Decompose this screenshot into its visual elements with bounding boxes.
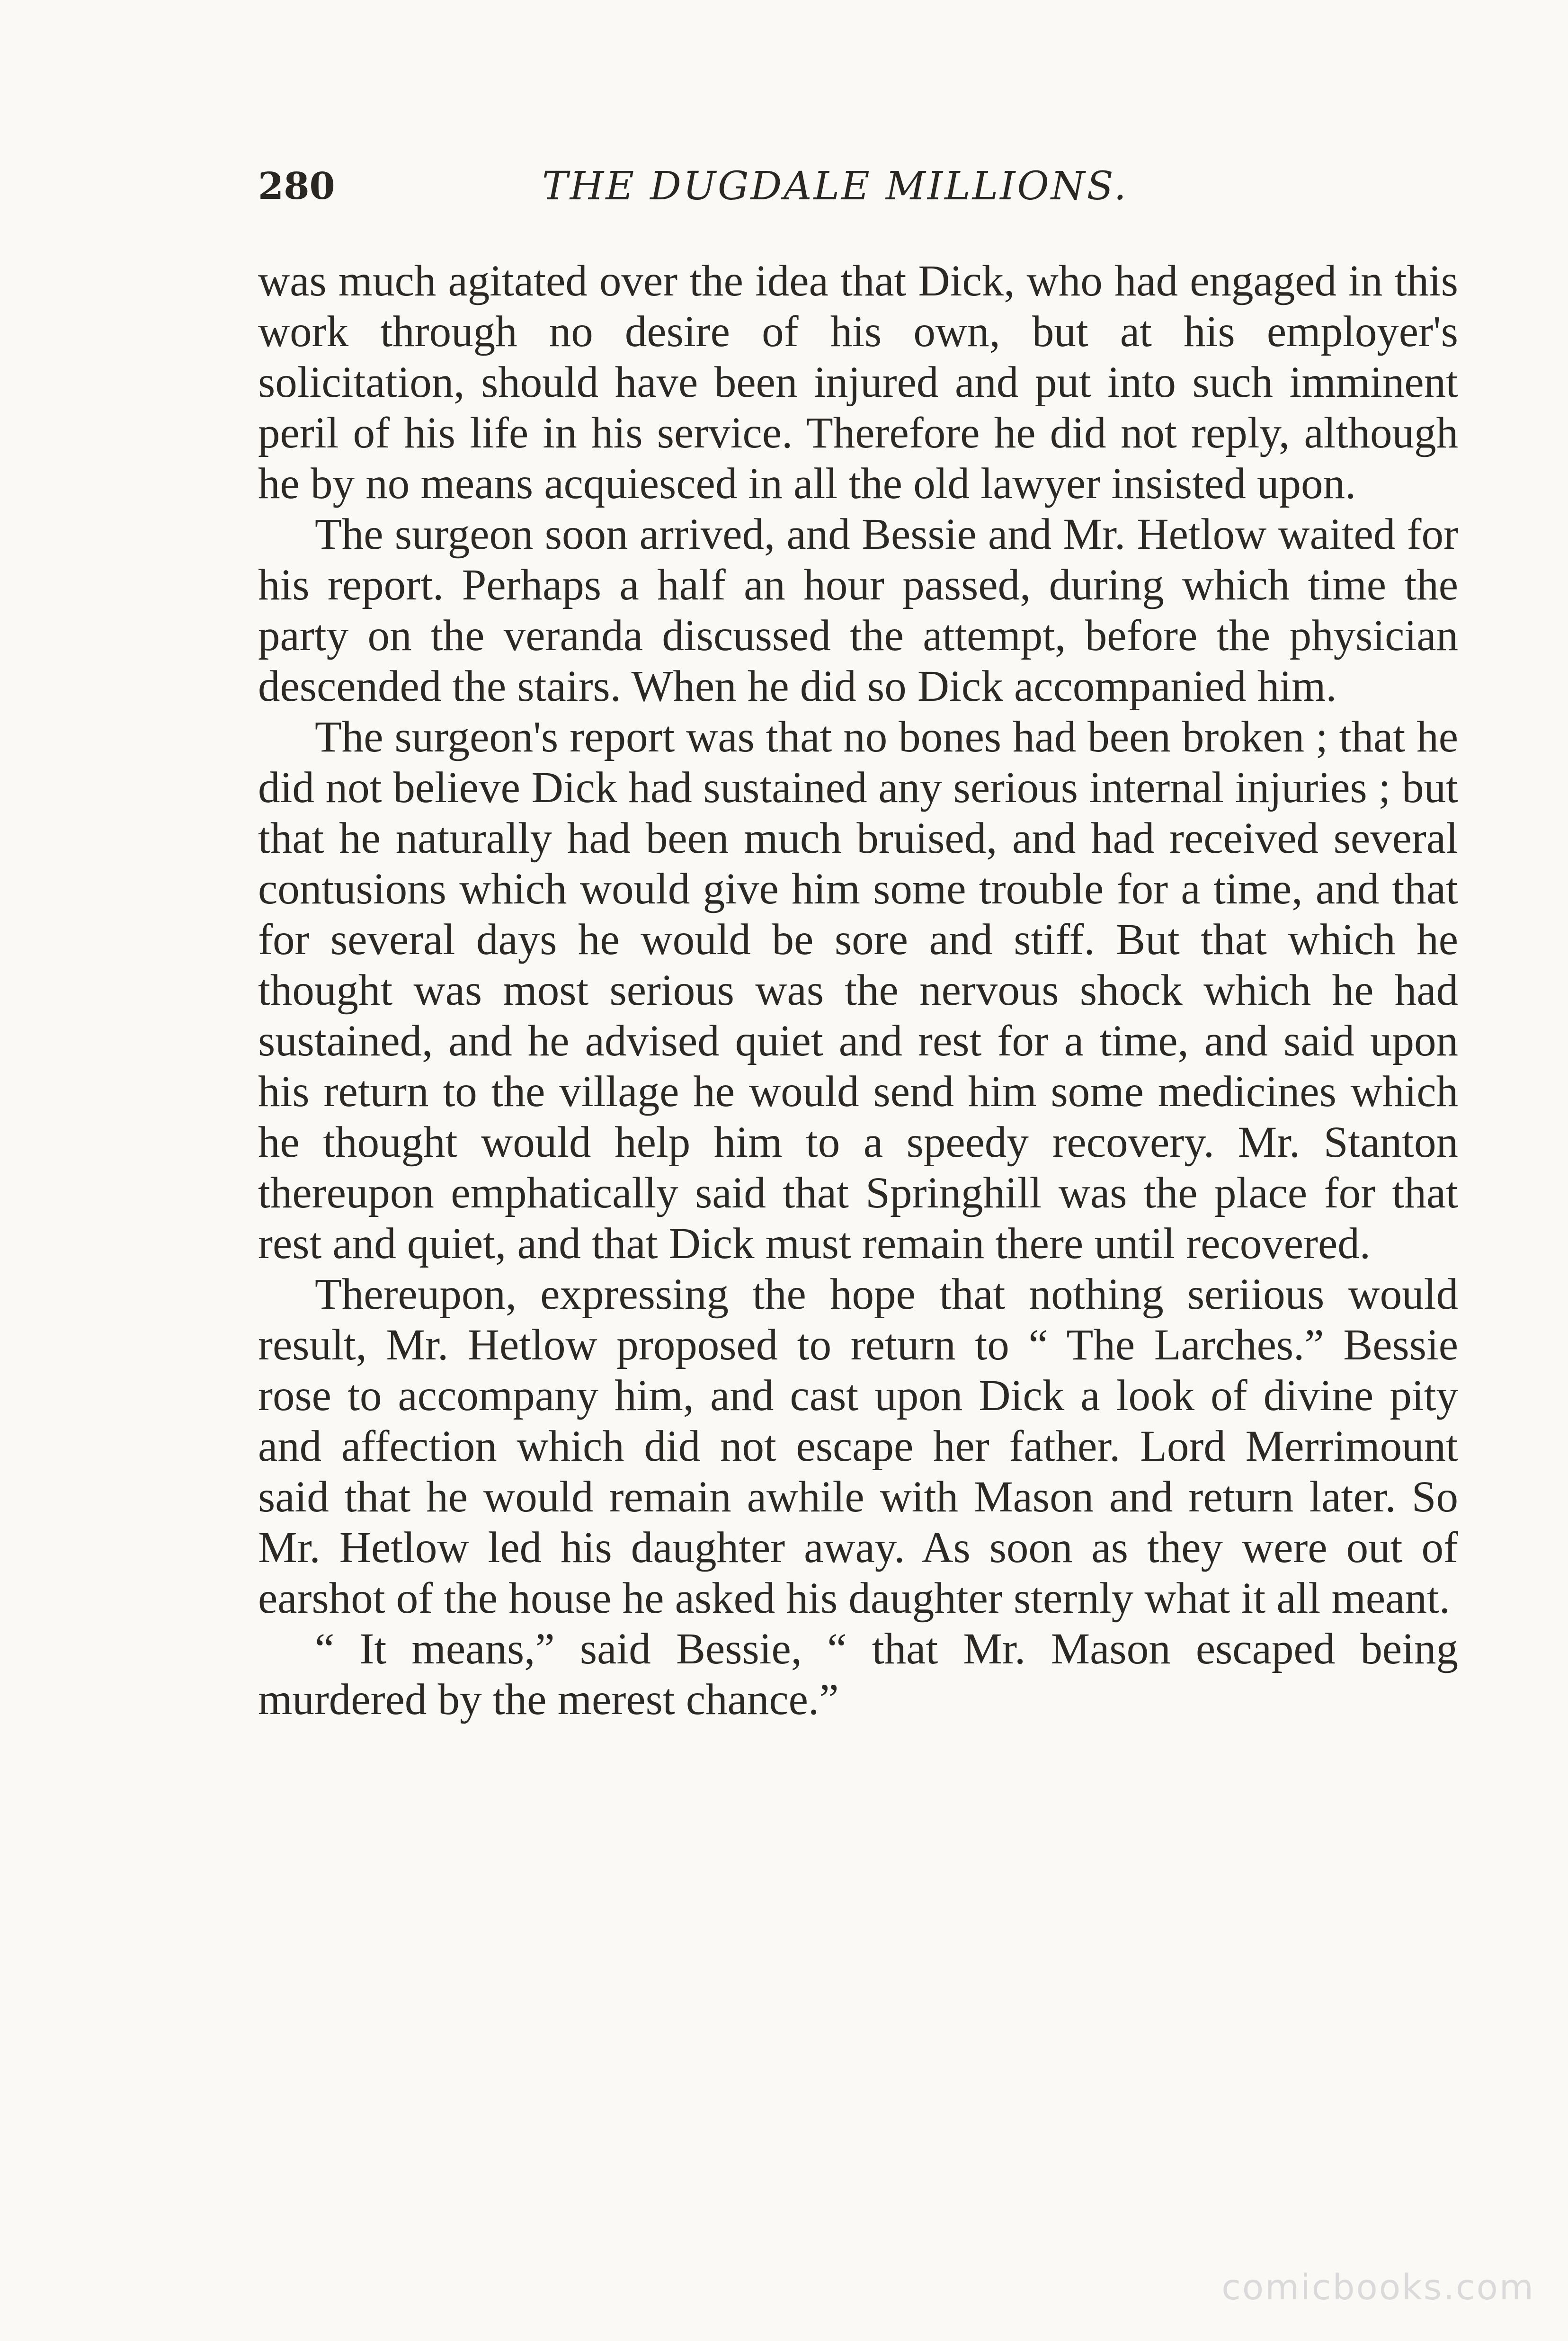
paragraph: The surgeon soon arrived, and Bessie and Mr. Hetlow waited for his report. Perhaps a half an hour passed, during which time the party on the veranda discussed the attempt, before the physician descended the stairs. When he did so Dick accompanied him. (258, 510, 1458, 711)
paragraph: “ It means,” said Bessie, “ that Mr. Mason escaped being murdered by the merest chance.” (258, 1625, 1458, 1724)
page-header (258, 160, 1458, 226)
watermark: comicbooks.com (1221, 2267, 1535, 2308)
page-number: 280 (258, 165, 335, 208)
running-title: THE DUGDALE MILLIONS. (542, 164, 1128, 209)
paragraph: was much agitated over the idea that Dick, who had engaged in this work through no desire of his own, but at his employer's solicitation, should have been injured and put into such imminent peril of his life in his service. Therefore he did not reply, although he by no means acquiesced in all the old lawyer insisted upon. (258, 257, 1458, 508)
body-text (258, 256, 1458, 1725)
paragraph: Thereupon, expressing the hope that nothing seriious would result, Mr. Hetlow proposed to return to “ The Larches.” Bessie rose to accompany him, and cast upon Dick a look of divine pity and affection which did not escape her father. Lord Merrimount said that he would remain awhile with Mason and return later. So Mr. Hetlow led his daughter away. As soon as they were out of earshot of the house he asked his daughter sternly what it all meant. (258, 1270, 1458, 1623)
paragraph: The surgeon's report was that no bones had been broken ; that he did not believe Dick had sustained any serious internal injuries ; but that he naturally had been much bruised, and had received several contusions which would give him some trouble for a time, and that for several days he would be sore and stiff. But that which he thought was most serious was the nervous shock which he had sustained, and he advised quiet and rest for a time, and said upon his return to the village he would send him some medicines which he thought would help him to a speedy recovery. Mr. Stanton thereupon emphatically said that Springhill was the place for that rest and quiet, and that Dick must remain there until recovered. (258, 713, 1458, 1268)
